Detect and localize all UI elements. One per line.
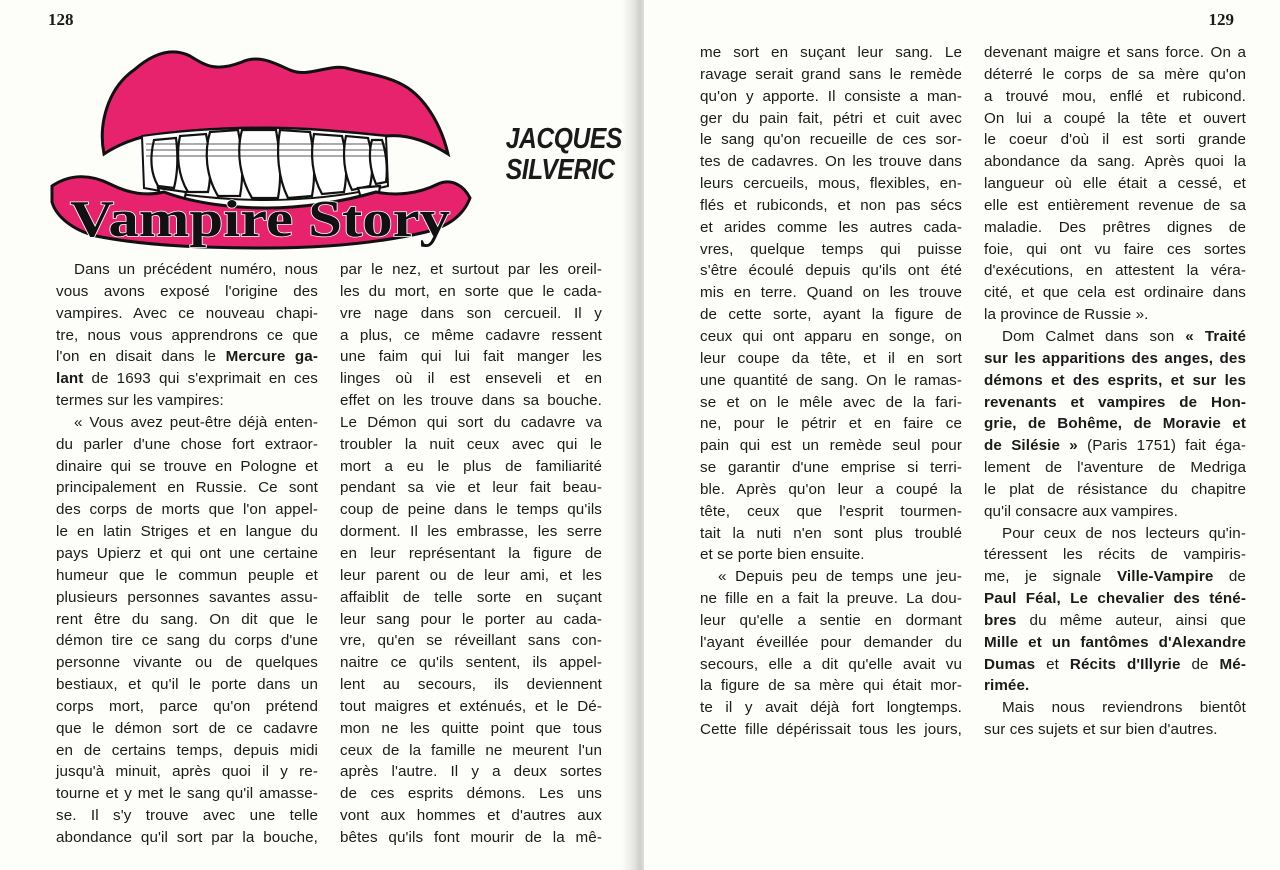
text-line: et arides comme les autres cada- xyxy=(700,218,962,236)
text-line: me, je signale Ville-Vampire de xyxy=(984,568,1246,586)
text-line: par le nez, et surtout par les oreil- xyxy=(340,261,602,278)
text-line: vampires. Avec ce nouveau chapi- xyxy=(56,304,318,322)
text-line: plusieurs personnes savantes assu- xyxy=(56,588,318,606)
text-line: On lui a coupé la tête et ouvert xyxy=(984,109,1246,127)
text-line: une quantité de sang. On le ramas- xyxy=(700,371,962,389)
text-line: mis en terre. Quand on les trouve xyxy=(700,284,962,302)
text-line: téressent les récits de vampiris- xyxy=(984,546,1246,564)
text-line: lant de 1693 qui s'exprimait en ces xyxy=(56,370,318,388)
text-line: sur les apparitions des anges, des xyxy=(984,349,1246,367)
text-line: devenant maigre et sans force. On a xyxy=(984,44,1246,61)
text-line: « Depuis peu de temps une jeu- xyxy=(718,568,962,586)
text-line: maladie. Des prêtres dignes de xyxy=(984,218,1246,236)
text-line: se garantir d'une emprise si terri- xyxy=(700,459,962,477)
text-line: leur qu'elle a sentie en dormant xyxy=(700,611,962,629)
text-line: Cette fille dépérissait tous les jours, xyxy=(700,721,962,739)
text-line: Pour ceux de nos lecteurs qu'in- xyxy=(1002,524,1246,542)
text-line: et se porte bien ensuite. xyxy=(700,546,865,564)
text-line: qu'on y apporte. Il consiste a man- xyxy=(700,87,962,105)
text-line: linges où il est enseveli et en xyxy=(340,370,602,388)
text-line: ne fille en a fait la preuve. La dou- xyxy=(700,590,962,608)
text-line: termes sur les vampires: xyxy=(56,392,224,410)
text-line: de ces esprits démons. Les uns xyxy=(340,785,602,803)
text-line: humeur que le commun peuple et xyxy=(56,566,318,584)
text-column-2 xyxy=(340,259,602,849)
text-line: ger du pain fait, pétri et cuit avec xyxy=(700,109,962,127)
text-line: se. Il s'y trouve avec une telle xyxy=(56,807,318,825)
text-line: pays Upierz et qui ont une certaine xyxy=(56,544,318,562)
text-line: leurs cercueils, mous, flexibles, en- xyxy=(700,175,962,193)
text-line: pendant sa vie et leur fait beau- xyxy=(340,479,602,497)
text-line: bres du même auteur, ainsi que xyxy=(984,611,1246,629)
text-line: dorment. Il les embrasse, les serre xyxy=(340,523,602,541)
text-line: secours, elle a dit qu'elle avait vu xyxy=(700,655,962,673)
text-line: que le démon sort de ce cadavre xyxy=(56,719,318,737)
text-line: rimée. xyxy=(984,677,1030,695)
text-line: Le Démon qui sort du cadavre va xyxy=(340,413,602,431)
text-line: qu'il consacre aux vampires. xyxy=(984,502,1178,520)
text-line: Mais nous reviendrons bientôt xyxy=(1002,699,1246,717)
text-line: le plat de résistance du chapitre xyxy=(984,480,1246,498)
text-line: mon ne les quitte point que tous xyxy=(340,719,602,737)
text-line: l'on en disait dans le Mercure ga- xyxy=(56,348,318,366)
text-line: a trouvé mou, enflé et rubicond. xyxy=(984,87,1246,105)
text-line: Dom Calmet dans son « Traité xyxy=(1002,327,1246,345)
text-line: dinaire qui se trouve en Pologne et xyxy=(56,457,318,475)
text-line: bestiaux, et qu'il le porte dans un xyxy=(56,676,318,694)
text-line: lement de l'aventure de Medriga xyxy=(984,459,1246,477)
text-line: tête, ceux que l'esprit tourmen- xyxy=(700,502,962,520)
text-line: le coeur d'où il est sorti grande xyxy=(984,131,1246,149)
text-line: tout maigres et exténués, et le Dé- xyxy=(340,697,602,715)
text-column-3 xyxy=(700,42,962,741)
text-line: effet on les trouve dans sa bouche. xyxy=(340,392,602,410)
text-line: foie, qui ont vu faire ces sortes xyxy=(984,240,1246,258)
text-line: affaiblit de telle sorte en suçant xyxy=(340,588,602,606)
author-first-name: JACQUES xyxy=(505,123,622,155)
text-line: déterré le corps de sa mère qu'on xyxy=(984,65,1246,83)
left-page xyxy=(0,0,636,870)
text-line: tait la nuti n'en sont plus troublé xyxy=(700,524,962,542)
right-page xyxy=(644,0,1280,870)
text-line: vont aux hommes et d'autres aux xyxy=(340,807,602,825)
text-line: de cette sorte, ayant la figure de xyxy=(700,306,962,324)
text-column-1 xyxy=(56,259,318,849)
text-line: langueur où elle était a cessé, et xyxy=(984,175,1246,193)
text-line: après l'autre. Il y a deux sortes xyxy=(340,763,602,781)
text-line: mort a eu le plus de familiarité xyxy=(340,457,602,475)
text-line: leur sang pour le porter au cada- xyxy=(340,610,602,628)
text-line: rent être du sang. On dit que le xyxy=(56,610,318,628)
text-line: de Silésie » (Paris 1751) fait éga- xyxy=(984,437,1246,455)
text-line: tre, nous vous apprendrons ce que xyxy=(56,326,318,344)
text-line: démons et des esprits, et sur les xyxy=(984,371,1246,389)
text-line: s'être écoulé depuis qu'ils ont été xyxy=(700,262,962,280)
text-line: l'ayant éveillée pour demander du xyxy=(700,633,962,651)
text-line: leur parent ou de leur ami, et les xyxy=(340,566,602,584)
text-line: te il y avait déjà fort longtemps. xyxy=(700,699,962,717)
text-line: leur coupe da tête, et il en sort xyxy=(700,349,962,367)
text-line: Paul Féal, Le chevalier des téné- xyxy=(984,590,1246,608)
text-line: Dans un précédent numéro, nous xyxy=(74,261,318,278)
text-line: ravage serait grand sans le remède xyxy=(700,65,962,83)
text-line: grie, de Bohême, de Moravie et xyxy=(984,415,1246,433)
text-line: ble. Après qu'on leur a coupé la xyxy=(700,480,962,498)
text-line: tourne et y met le sang qu'il amasse- xyxy=(56,785,318,803)
text-line: vre, qu'en se réveillant sans con- xyxy=(340,632,602,650)
text-line: une faim qui lui fait manger les xyxy=(340,348,602,366)
text-line: en leur représentant la figure de xyxy=(340,544,602,562)
text-line: le sang qu'on recueille de ces sor- xyxy=(700,131,962,149)
text-line: principalement en Russie. Ce sont xyxy=(56,479,318,497)
author-name xyxy=(505,123,622,186)
text-line: personne vivante ou de quelques xyxy=(56,654,318,672)
text-line: Dumas et Récits d'Illyrie de Mé- xyxy=(984,655,1246,673)
text-line: a plus, ce même cadavre ressent xyxy=(340,326,602,344)
text-line: ceux de la famille ne meurent l'un xyxy=(340,741,602,759)
text-line: tes de cadavres. On les trouve dans xyxy=(700,153,962,171)
text-line: troubler la nuit ceux avec qui le xyxy=(340,435,602,453)
logo-text: Vampire Story xyxy=(70,191,451,248)
text-line: la figure de sa mère qui était mor- xyxy=(700,677,962,695)
text-line: d'exécutions, en attestent la véra- xyxy=(984,262,1246,280)
text-line: vous avons exposé l'origine des xyxy=(56,282,318,300)
text-line: ceux qui ont apparu en songe, on xyxy=(700,327,962,345)
text-line: revenants et vampires de Hon- xyxy=(984,393,1246,411)
text-line: sur ces sujets et sur bien d'autres. xyxy=(984,721,1218,739)
text-line: bêtes qu'ils font mourir de la mê- xyxy=(340,828,602,846)
text-line: pain qui est un remède seul pour xyxy=(700,437,962,455)
text-line: les du mort, en sorte que le cada- xyxy=(340,282,602,300)
text-line: en de certains temps, depuis midi xyxy=(56,741,318,759)
text-line: abondance qu'il sort par la bouche, xyxy=(56,828,318,846)
page-number-right: 129 xyxy=(1208,10,1234,29)
text-line: la province de Russie ». xyxy=(984,306,1149,324)
text-line: lent au secours, ils deviennent xyxy=(340,676,602,694)
text-line: naitre ce qu'ils sentent, ils appel- xyxy=(340,654,602,672)
text-line: vre nage dans son cercueil. Il y xyxy=(340,304,602,322)
text-column-4 xyxy=(984,42,1246,741)
author-last-name: SILVERIC xyxy=(505,154,615,186)
text-line: des corps de morts que l'on appel- xyxy=(56,501,318,519)
text-line: me sort en suçant leur sang. Le xyxy=(700,44,962,61)
text-line: ne, pour le pétrir et en faire ce xyxy=(700,415,962,433)
vampire-story-logo xyxy=(46,36,476,252)
text-line: jusqu'à minuit, après quoi il y re- xyxy=(56,763,318,781)
text-line: vres, quelque temps qui puisse xyxy=(700,240,962,258)
text-line: le en latin Striges et en langue du xyxy=(56,523,318,541)
text-line: se et on le mêle avec de la fari- xyxy=(700,393,962,411)
text-line: corps mort, parce qu'on prétend xyxy=(56,697,318,715)
text-line: cité, et que cela est ordinaire dans xyxy=(984,284,1246,302)
page-number-left: 128 xyxy=(48,10,74,29)
text-line: abondance da sang. Après quoi la xyxy=(984,153,1246,171)
text-line: Mille et un fantômes d'Alexandre xyxy=(984,633,1246,651)
text-line: elle est entièrement revenue de sa xyxy=(984,196,1246,214)
text-line: du parler d'une chose fort extraor- xyxy=(56,435,318,453)
text-line: flés et rubiconds, et non pas sécs xyxy=(700,196,962,214)
text-line: coup de peine dans le temps qu'ils xyxy=(340,501,602,519)
text-line: démon tire ce sang du corps d'une xyxy=(56,632,318,650)
text-line: « Vous avez peut-être déjà enten- xyxy=(74,413,318,431)
